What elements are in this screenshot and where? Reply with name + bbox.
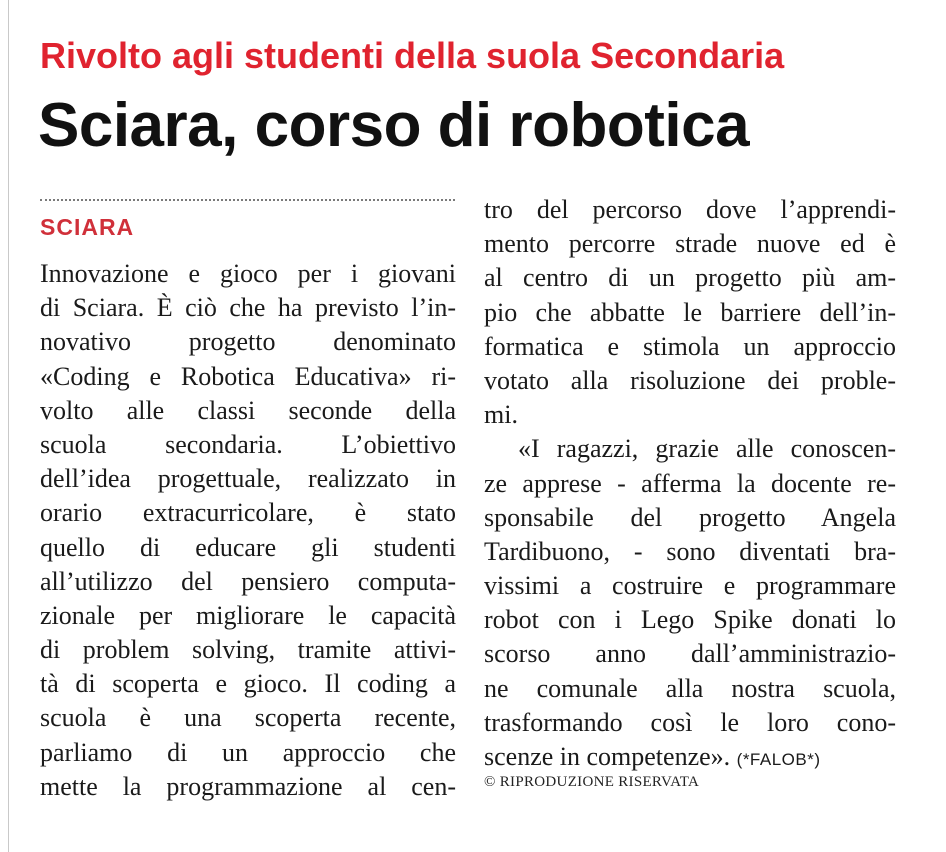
body-line: votato alla risoluzione dei proble- bbox=[484, 365, 896, 395]
body-line: «I ragazzi, grazie alle conoscen- bbox=[518, 434, 896, 464]
body-line: robot con i Lego Spike donati lo bbox=[484, 605, 896, 635]
body-line: sponsabile del progetto Angela bbox=[484, 502, 896, 532]
body-line: mento percorre strade nuove ed è bbox=[484, 229, 896, 259]
body-line: zionale per migliorare le capacità bbox=[40, 600, 456, 630]
body-line: scorso anno dall’amministrazio- bbox=[484, 639, 896, 669]
body-line: tro del percorso dove l’apprendi- bbox=[484, 195, 896, 224]
body-line: ze apprese - afferma la docente re- bbox=[484, 468, 896, 498]
author-signature: (*FALOB*) bbox=[736, 750, 821, 769]
body-line: ne comunale alla nostra scuola, bbox=[484, 673, 896, 703]
body-line: dell’idea progettuale, realizzato in bbox=[40, 464, 456, 494]
body-line: quello di educare gli studenti bbox=[40, 532, 456, 562]
dotted-divider bbox=[40, 199, 455, 201]
article-dateline: SCIARA bbox=[40, 214, 135, 240]
body-column-left bbox=[40, 257, 456, 804]
body-line: di problem solving, tramite attivi- bbox=[40, 635, 456, 665]
body-line: scuola secondaria. L’obiettivo bbox=[40, 429, 456, 459]
closing-text: scenze in competenze». bbox=[484, 742, 731, 771]
body-line: parliamo di un approccio che bbox=[40, 737, 456, 767]
clipping-edge bbox=[8, 0, 9, 852]
body-line: mette la programmazione al cen- bbox=[40, 771, 456, 801]
body-line: scuola è una scoperta recente, bbox=[40, 703, 456, 733]
body-line: novativo progetto denominato bbox=[40, 327, 456, 357]
body-line: formatica e stimola un approccio bbox=[484, 331, 896, 361]
body-line: all’utilizzo del pensiero computa- bbox=[40, 566, 456, 596]
body-line: di Sciara. È ciò che ha previsto l’in- bbox=[40, 293, 456, 323]
article-headline: Sciara, corso di robotica bbox=[38, 91, 750, 160]
body-line: mi. bbox=[484, 400, 518, 430]
body-line: orario extracurricolare, è stato bbox=[40, 498, 456, 528]
body-line: Tardibuono, - sono diventati bra- bbox=[484, 536, 896, 566]
article-kicker: Rivolto agli studenti della suola Secondaria bbox=[40, 35, 785, 76]
body-line: trasformando così le loro cono- bbox=[484, 707, 896, 737]
body-line: al centro di un progetto più am- bbox=[484, 263, 896, 293]
body-line: vissimi a costruire e programmare bbox=[484, 571, 896, 601]
rights-notice: © RIPRODUZIONE RISERVATA bbox=[484, 774, 700, 790]
body-column-right bbox=[484, 193, 896, 774]
body-line: Innovazione e gioco per i giovani bbox=[40, 259, 456, 288]
body-line: tà di scoperta e gioco. Il coding a bbox=[40, 669, 456, 699]
body-line: pio che abbatte le barriere dell’in- bbox=[484, 297, 896, 327]
closing-line bbox=[484, 740, 896, 774]
body-line: volto alle classi seconde della bbox=[40, 395, 456, 425]
body-line: «Coding e Robotica Educativa» ri- bbox=[40, 361, 456, 391]
